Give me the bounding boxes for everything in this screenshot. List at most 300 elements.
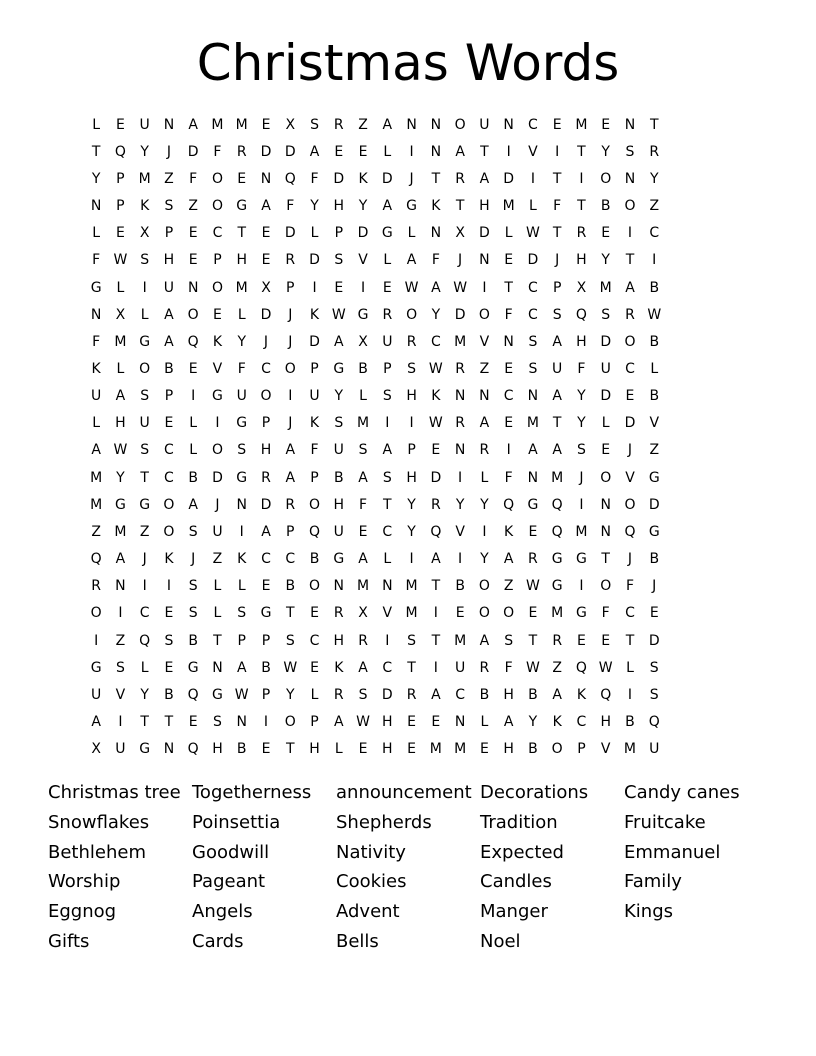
- grid-letter: E: [601, 116, 611, 133]
- grid-letter: O: [211, 198, 223, 215]
- grid-letter: T: [625, 632, 635, 649]
- word-list-item: Advent: [336, 901, 400, 923]
- grid-letter: W: [113, 252, 128, 269]
- grid-letter: O: [284, 360, 296, 377]
- grid-letter: C: [528, 306, 538, 323]
- grid-letter: O: [624, 496, 636, 513]
- grid-letter: J: [142, 551, 147, 568]
- grid-letter: W: [525, 225, 540, 242]
- word-list-item: Togetherness: [192, 782, 312, 803]
- grid-letter: W: [331, 306, 346, 323]
- grid-letter: R: [333, 116, 344, 133]
- word-list-item: Poinsettia: [192, 811, 281, 833]
- grid-letter: J: [555, 252, 560, 269]
- grid-letter: J: [288, 415, 293, 432]
- grid-letter: D: [260, 496, 272, 513]
- word-list-item: Candy canes: [624, 782, 740, 803]
- grid-letter: T: [504, 279, 513, 296]
- grid-letter: O: [600, 170, 612, 187]
- grid-letter: Q: [187, 686, 199, 703]
- grid-letter: E: [528, 605, 538, 622]
- grid-letter: U: [552, 360, 563, 377]
- grid-letter: K: [212, 333, 223, 350]
- grid-letter: T: [455, 198, 465, 215]
- grid-letter: P: [164, 225, 174, 242]
- grid-row: [84, 165, 666, 192]
- grid-letter: I: [263, 714, 269, 731]
- grid-letter: Z: [358, 116, 368, 133]
- grid-row: [84, 247, 666, 274]
- grid-letter: R: [479, 442, 490, 459]
- grid-letter: R: [333, 605, 344, 622]
- grid-letter: I: [482, 523, 487, 540]
- grid-letter: Y: [407, 496, 416, 513]
- grid-letter: C: [649, 225, 660, 242]
- grid-letter: R: [333, 686, 344, 703]
- word-list-item: Eggnog: [48, 901, 117, 923]
- grid-letter: M: [211, 116, 224, 133]
- grid-letter: K: [164, 551, 174, 568]
- grid-letter: K: [431, 198, 441, 215]
- grid-letter: V: [382, 605, 393, 622]
- grid-letter: D: [357, 225, 369, 242]
- grid-letter: A: [91, 714, 101, 731]
- grid-letter: H: [406, 388, 417, 405]
- page-title: Christmas Words: [196, 34, 620, 92]
- grid-letter: A: [309, 143, 320, 160]
- grid-letter: W: [283, 659, 298, 676]
- grid-letter: S: [625, 143, 635, 160]
- grid-letter: M: [90, 469, 103, 486]
- grid-letter: X: [358, 333, 368, 350]
- grid-letter: M: [357, 578, 370, 595]
- grid-letter: S: [504, 632, 514, 649]
- grid-letter: G: [212, 388, 223, 405]
- grid-letter: P: [261, 415, 271, 432]
- grid-letter: R: [358, 632, 368, 649]
- grid-row: [84, 220, 666, 247]
- grid-letter: S: [334, 415, 344, 432]
- grid-letter: Y: [237, 333, 246, 350]
- grid-letter: I: [191, 388, 196, 405]
- grid-letter: Q: [503, 496, 515, 513]
- grid-row: [84, 627, 666, 654]
- grid-letter: I: [409, 415, 414, 432]
- grid-letter: D: [454, 306, 466, 323]
- grid-letter: N: [600, 523, 611, 540]
- grid-letter: D: [624, 415, 636, 432]
- grid-letter: F: [625, 578, 634, 595]
- grid-letter: T: [601, 551, 610, 568]
- grid-row: [84, 464, 666, 491]
- grid-letter: Y: [480, 496, 489, 513]
- grid-letter: B: [188, 632, 198, 649]
- grid-row: [84, 573, 666, 600]
- grid-letter: V: [212, 360, 223, 377]
- grid-letter: L: [626, 659, 634, 676]
- grid-letter: C: [261, 360, 271, 377]
- grid-letter: E: [577, 632, 586, 649]
- grid-letter: I: [360, 279, 366, 296]
- grid-letter: S: [188, 523, 198, 540]
- grid-letter: E: [334, 143, 344, 160]
- grid-letter: O: [260, 388, 272, 405]
- grid-letter: H: [115, 415, 126, 432]
- grid-letter: Z: [139, 523, 150, 540]
- grid-letter: D: [309, 252, 320, 269]
- grid-letter: W: [525, 578, 540, 595]
- grid-letter: X: [261, 279, 271, 296]
- grid-row: [84, 410, 666, 437]
- grid-letter: D: [284, 225, 296, 242]
- grid-letter: C: [139, 605, 150, 622]
- grid-letter: N: [212, 659, 223, 676]
- grid-letter: N: [236, 714, 247, 731]
- grid-letter: K: [309, 415, 320, 432]
- grid-letter: R: [261, 469, 271, 486]
- grid-letter: Q: [139, 632, 151, 649]
- grid-letter: I: [142, 578, 147, 595]
- grid-letter: M: [575, 116, 588, 133]
- grid-letter: G: [406, 198, 418, 215]
- grid-letter: J: [263, 333, 269, 350]
- grid-letter: T: [407, 659, 416, 676]
- grid-letter: N: [527, 388, 539, 405]
- grid-letter: U: [91, 388, 102, 405]
- grid-letter: E: [407, 741, 417, 758]
- grid-letter: T: [480, 143, 489, 160]
- grid-letter: G: [551, 551, 563, 568]
- grid-letter: Y: [601, 143, 610, 160]
- grid-letter: T: [431, 632, 441, 649]
- grid-letter: Q: [90, 551, 102, 568]
- grid-letter: S: [382, 388, 392, 405]
- grid-letter: A: [91, 442, 101, 459]
- grid-letter: S: [601, 306, 611, 323]
- grid-letter: I: [482, 279, 487, 296]
- grid-letter: P: [334, 225, 344, 242]
- grid-letter: L: [92, 415, 101, 432]
- grid-letter: J: [215, 496, 220, 513]
- grid-letter: Z: [115, 632, 126, 649]
- word-list-item: Emmanuel: [624, 841, 721, 863]
- grid-letter: A: [188, 496, 198, 513]
- grid-letter: C: [528, 279, 538, 296]
- word-list-item: Bells: [336, 930, 379, 952]
- grid-letter: F: [237, 360, 246, 377]
- grid-letter: B: [188, 469, 198, 486]
- grid-letter: E: [261, 225, 271, 242]
- word-list-item: Family: [624, 871, 682, 893]
- grid-letter: O: [309, 496, 321, 513]
- grid-letter: C: [164, 442, 174, 459]
- grid-letter: E: [625, 388, 635, 405]
- grid-letter: A: [358, 469, 368, 486]
- grid-letter: T: [383, 496, 392, 513]
- grid-letter: M: [454, 333, 467, 350]
- grid-letter: P: [261, 686, 271, 703]
- grid-letter: E: [504, 415, 514, 432]
- grid-letter: O: [503, 605, 515, 622]
- grid-letter: I: [433, 605, 438, 622]
- grid-letter: L: [601, 415, 610, 432]
- grid-letter: W: [525, 659, 540, 676]
- grid-letter: N: [503, 116, 514, 133]
- grid-letter: E: [310, 659, 319, 676]
- grid-letter: P: [310, 714, 319, 731]
- grid-letter: X: [91, 741, 101, 758]
- grid-letter: N: [430, 143, 442, 160]
- grid-letter: A: [552, 388, 562, 405]
- grid-letter: M: [429, 741, 442, 758]
- grid-letter: I: [506, 143, 511, 160]
- word-list-item: Expected: [480, 841, 564, 863]
- grid-letter: I: [312, 279, 317, 296]
- grid-letter: Q: [430, 523, 442, 540]
- grid-letter: B: [455, 578, 465, 595]
- grid-letter: F: [601, 605, 610, 622]
- grid-letter: E: [358, 741, 368, 758]
- grid-letter: H: [333, 632, 345, 649]
- grid-letter: M: [551, 469, 564, 486]
- grid-letter: A: [625, 279, 635, 296]
- grid-letter: U: [600, 360, 611, 377]
- grid-letter: H: [309, 741, 320, 758]
- grid-letter: N: [527, 469, 539, 486]
- grid-letter: H: [576, 333, 587, 350]
- grid-letter: G: [333, 551, 345, 568]
- grid-letter: E: [431, 714, 441, 731]
- grid-letter: E: [601, 632, 611, 649]
- grid-letter: N: [624, 116, 636, 133]
- grid-letter: I: [166, 578, 171, 595]
- grid-letter: A: [115, 551, 126, 568]
- grid-letter: G: [236, 469, 248, 486]
- grid-letter: A: [528, 442, 538, 459]
- grid-letter: K: [237, 551, 247, 568]
- grid-letter: S: [649, 659, 659, 676]
- grid-letter: O: [90, 605, 102, 622]
- grid-letter: S: [528, 360, 538, 377]
- grid-letter: T: [91, 143, 101, 160]
- grid-letter: P: [310, 469, 319, 486]
- grid-letter: A: [406, 252, 417, 269]
- grid-letter: D: [600, 333, 612, 350]
- grid-letter: L: [92, 116, 101, 133]
- grid-letter: R: [649, 143, 660, 160]
- grid-letter: S: [237, 442, 247, 459]
- grid-letter: H: [503, 686, 514, 703]
- grid-letter: O: [600, 469, 612, 486]
- grid-letter: S: [140, 388, 150, 405]
- grid-letter: G: [139, 741, 151, 758]
- grid-letter: O: [478, 306, 490, 323]
- grid-letter: K: [576, 686, 587, 703]
- grid-letter: T: [552, 415, 562, 432]
- grid-letter: N: [90, 306, 102, 323]
- grid-letter: S: [164, 632, 174, 649]
- grid-letter: M: [405, 605, 418, 622]
- grid-letter: S: [358, 686, 368, 703]
- grid-letter: R: [430, 496, 441, 513]
- grid-letter: B: [649, 551, 660, 568]
- grid-letter: R: [236, 143, 247, 160]
- word-list-item: Shepherds: [336, 811, 432, 833]
- grid-letter: I: [215, 415, 220, 432]
- word-list-item: Nativity: [336, 841, 406, 863]
- word-list-item: Worship: [48, 871, 121, 893]
- grid-letter: I: [579, 496, 584, 513]
- grid-letter: Q: [551, 496, 563, 513]
- grid-letter: A: [455, 143, 465, 160]
- grid-letter: E: [479, 741, 489, 758]
- grid-letter: U: [212, 523, 223, 540]
- grid-letter: N: [406, 116, 417, 133]
- grid-letter: Y: [310, 198, 319, 215]
- grid-letter: E: [431, 442, 441, 459]
- grid-letter: H: [382, 714, 393, 731]
- grid-letter: A: [334, 714, 344, 731]
- grid-letter: E: [188, 252, 198, 269]
- grid-letter: F: [310, 442, 319, 459]
- grid-letter: E: [528, 523, 538, 540]
- grid-letter: F: [431, 252, 440, 269]
- grid-letter: B: [309, 551, 320, 568]
- grid-letter: N: [430, 225, 442, 242]
- grid-letter: O: [163, 496, 175, 513]
- grid-row: [84, 600, 666, 627]
- grid-letter: H: [236, 252, 247, 269]
- grid-letter: W: [356, 714, 370, 731]
- grid-letter: O: [551, 741, 563, 758]
- grid-letter: A: [431, 279, 441, 296]
- grid-letter: R: [625, 306, 635, 323]
- grid-letter: D: [187, 143, 199, 160]
- grid-letter: V: [115, 686, 126, 703]
- grid-letter: J: [579, 469, 584, 486]
- grid-letter: J: [191, 551, 196, 568]
- grid-letter: Y: [140, 143, 149, 160]
- grid-letter: A: [358, 551, 368, 568]
- grid-letter: T: [625, 252, 635, 269]
- grid-letter: A: [164, 306, 174, 323]
- grid-letter: L: [334, 741, 343, 758]
- grid-letter: U: [454, 659, 466, 676]
- grid-letter: G: [527, 496, 539, 513]
- grid-letter: N: [600, 496, 611, 513]
- grid-letter: B: [649, 388, 660, 405]
- grid-letter: L: [213, 605, 222, 622]
- grid-letter: A: [552, 442, 562, 459]
- word-column: [192, 778, 336, 957]
- grid-letter: I: [579, 578, 584, 595]
- grid-letter: Y: [116, 469, 125, 486]
- grid-letter: E: [261, 116, 271, 133]
- grid-letter: I: [409, 143, 414, 160]
- word-list-item: Bethlehem: [48, 841, 146, 863]
- grid-letter: G: [260, 605, 272, 622]
- grid-letter: I: [458, 469, 463, 486]
- grid-letter: D: [284, 143, 296, 160]
- grid-letter: I: [433, 659, 438, 676]
- grid-letter: Y: [431, 306, 441, 323]
- grid-letter: N: [454, 442, 466, 459]
- grid-letter: V: [479, 333, 490, 350]
- grid-letter: B: [479, 686, 490, 703]
- grid-letter: B: [600, 198, 611, 215]
- grid-letter: S: [237, 605, 247, 622]
- grid-letter: W: [113, 442, 128, 459]
- grid-letter: T: [552, 225, 562, 242]
- grid-letter: Q: [187, 741, 199, 758]
- grid-letter: Z: [649, 198, 660, 215]
- grid-letter: I: [118, 605, 123, 622]
- grid-letter: L: [189, 415, 198, 432]
- grid-letter: L: [359, 388, 367, 405]
- grid-letter: S: [140, 252, 150, 269]
- grid-letter: P: [552, 279, 562, 296]
- grid-letter: F: [504, 469, 513, 486]
- grid-letter: I: [555, 143, 560, 160]
- word-list-item: Candles: [480, 871, 552, 893]
- grid-letter: E: [164, 605, 174, 622]
- grid-letter: N: [115, 578, 126, 595]
- grid-letter: E: [504, 360, 514, 377]
- grid-letter: N: [479, 388, 490, 405]
- grid-letter: C: [285, 551, 296, 568]
- grid-letter: A: [503, 714, 514, 731]
- grid-letter: O: [211, 279, 223, 296]
- grid-letter: L: [237, 306, 246, 323]
- grid-letter: S: [213, 714, 222, 731]
- grid-letter: O: [211, 442, 223, 459]
- grid-letter: S: [188, 605, 198, 622]
- grid-letter: C: [455, 686, 465, 703]
- grid-letter: I: [142, 279, 147, 296]
- grid-letter: Y: [480, 551, 489, 568]
- grid-row: [84, 301, 666, 328]
- grid-letter: S: [577, 442, 586, 459]
- grid-letter: V: [455, 523, 465, 540]
- grid-letter: N: [163, 116, 175, 133]
- grid-letter: G: [357, 306, 369, 323]
- grid-letter: F: [213, 143, 222, 160]
- grid-letter: V: [649, 415, 660, 432]
- grid-letter: G: [333, 360, 345, 377]
- grid-letter: V: [600, 741, 611, 758]
- grid-row: [84, 274, 666, 301]
- grid-letter: A: [261, 198, 271, 215]
- grid-letter: R: [285, 252, 296, 269]
- grid-letter: A: [358, 659, 368, 676]
- grid-letter: D: [600, 388, 612, 405]
- grid-letter: D: [503, 170, 515, 187]
- grid-letter: Y: [649, 170, 659, 187]
- grid-letter: K: [431, 388, 441, 405]
- grid-letter: O: [624, 333, 636, 350]
- grid-letter: X: [576, 279, 587, 296]
- grid-letter: R: [455, 170, 465, 187]
- word-list-item: Goodwill: [192, 841, 270, 863]
- word-column: [624, 778, 768, 957]
- grid-letter: U: [333, 442, 344, 459]
- grid-letter: F: [92, 333, 101, 350]
- grid-letter: P: [213, 252, 222, 269]
- grid-letter: M: [623, 741, 637, 758]
- grid-letter: C: [261, 551, 271, 568]
- grid-letter: K: [309, 306, 320, 323]
- grid-letter: Y: [577, 415, 586, 432]
